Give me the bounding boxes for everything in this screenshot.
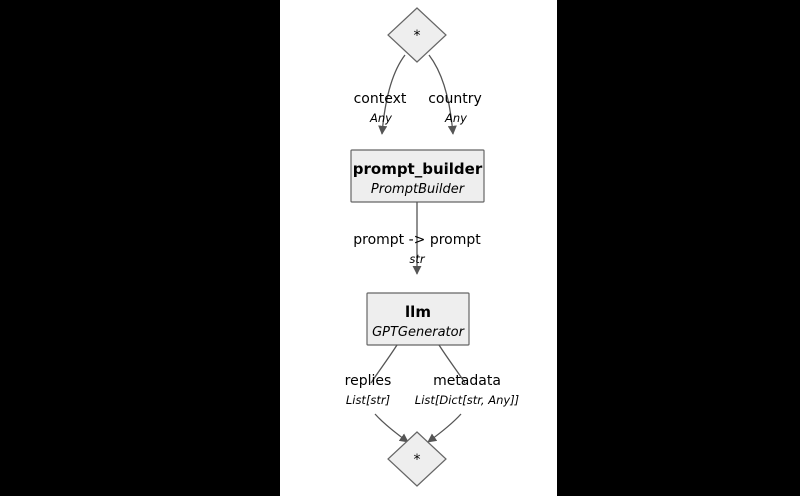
edge-country-label: country [428,91,482,107]
diagram-canvas [280,0,557,496]
node-prompt-builder-name: prompt_builder [352,160,483,178]
edge-replies-label: replies [344,373,392,389]
edge-replies-type: List[str] [345,393,391,407]
edge-metadata-type: List[Dict[str, Any]] [414,393,520,407]
edge-context-type: Any [370,111,392,125]
node-prompt-builder-type: PromptBuilder [370,182,465,197]
node-input-label: * [413,28,421,44]
edge-metadata-line-lower [428,414,461,442]
edge-prompt-type: str [409,252,425,266]
edge-prompt-label: prompt -> prompt [353,232,481,248]
edge-metadata-label: metadata [433,373,501,389]
pipeline-graph-svg [280,0,557,496]
edge-replies-line-lower [375,414,408,442]
edge-context-label: context [353,91,407,107]
edge-country-type: Any [445,111,467,125]
node-llm-type: GPTGenerator [372,325,464,340]
node-llm-name: llm [405,303,431,321]
node-output-label: * [413,452,421,468]
